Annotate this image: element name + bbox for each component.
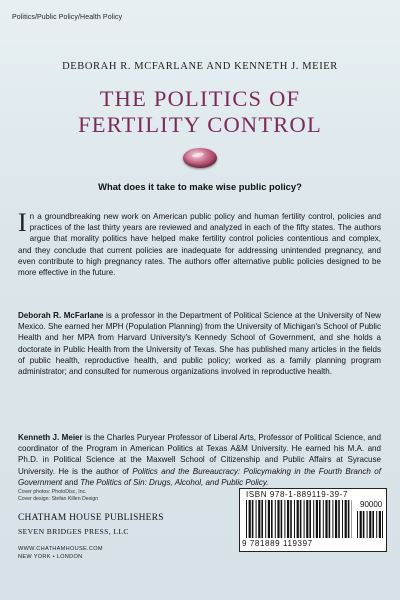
bio-text-meier-a: is the Charles Puryear Professor of Liberal Arts, Professor of Political Science, and coordinator of the Program in American Politics at Texas A&M University. He earned his M.A. and Ph.D. in Political Science at the Maxwell School of Citizenship and Public Affairs at Syracuse University. He is the author of: [18, 433, 381, 476]
cover-credits: [18, 489, 98, 503]
authors: DEBORAH R. MCFARLANE AND KENNETH J. MEIER: [62, 61, 338, 72]
drop-cap: I: [18, 208, 27, 237]
description-text: n a groundbreaking new work on American public policy and human fertility control, policies and practices of the last thirty years are reviewed and analyzed in each of the fifty states. The authors argue that morality politics have helped make fertility control policies contentious and complex, and they conclude that current policies are inadequate for addressing unintended pregnancy, and even contribute to high pregnancy rates. The authors offer alternative public policies designed to be more effective in the future.: [18, 212, 381, 278]
publisher-website: WWW.CHATHAMHOUSE.COM: [18, 546, 103, 552]
design-credit: Cover design: Stefan Killen Design: [18, 496, 99, 502]
addon-barcode-bars-icon: [357, 511, 383, 538]
bio-text-meier-b: and: [62, 477, 81, 487]
author-bio-meier: [18, 432, 381, 488]
isbn-number: ISBN 978-1-889119-39-7: [246, 490, 348, 499]
barcode-bars-icon: [246, 500, 352, 538]
book-title-bureaucracy: Politics and the Bureaucracy: Policymaking in the Fourth Branch of Government: [18, 466, 382, 487]
bio-text-mcfarlane: is a professor in the Department of Political Science at the University of New Mexico. She earned her MPH (Population Planning) from the University of Michigan's School of Public Health and her MPA from Harvard University's Kennedy School of Government, and she holds a doctorate in Public Health from the University of Texas. She has published many articles in the fields of public health, reproductive health, and public policy; worked as a family planning program administrator; and consulted for numerous organizations involved in reproductive health.: [18, 311, 381, 377]
gem-ornament-icon: [183, 148, 217, 168]
category-label: Politics/Public Policy/Health Policy: [12, 14, 123, 21]
photo-credit: Cover photos: PhotoDisc, Inc.: [18, 489, 87, 495]
author-name-mcfarlane: Deborah R. McFarlane: [18, 311, 104, 320]
description-paragraph: [18, 208, 381, 278]
book-title-sin: The Politics of Sin: Drugs, Alcohol, and Public Policy.: [80, 477, 269, 487]
book-title-line-1: THE POLITICS OF: [99, 86, 301, 111]
barcode-number: 9 781889 119397: [242, 539, 313, 548]
author-name-meier: Kenneth J. Meier: [18, 433, 83, 442]
book-title-line-2: FERTILITY CONTROL: [78, 112, 322, 137]
author-bio-mcfarlane: [18, 310, 381, 377]
publisher-imprint: SEVEN BRIDGES PRESS, LLC: [18, 527, 129, 536]
publisher-name: CHATHAM HOUSE PUBLISHERS: [18, 513, 164, 523]
publisher-cities: NEW YORK • LONDON: [18, 554, 83, 560]
tagline: What does it take to make wise public policy?: [98, 181, 302, 192]
isbn-barcode: [239, 488, 387, 552]
price-code: 90000: [360, 500, 383, 509]
